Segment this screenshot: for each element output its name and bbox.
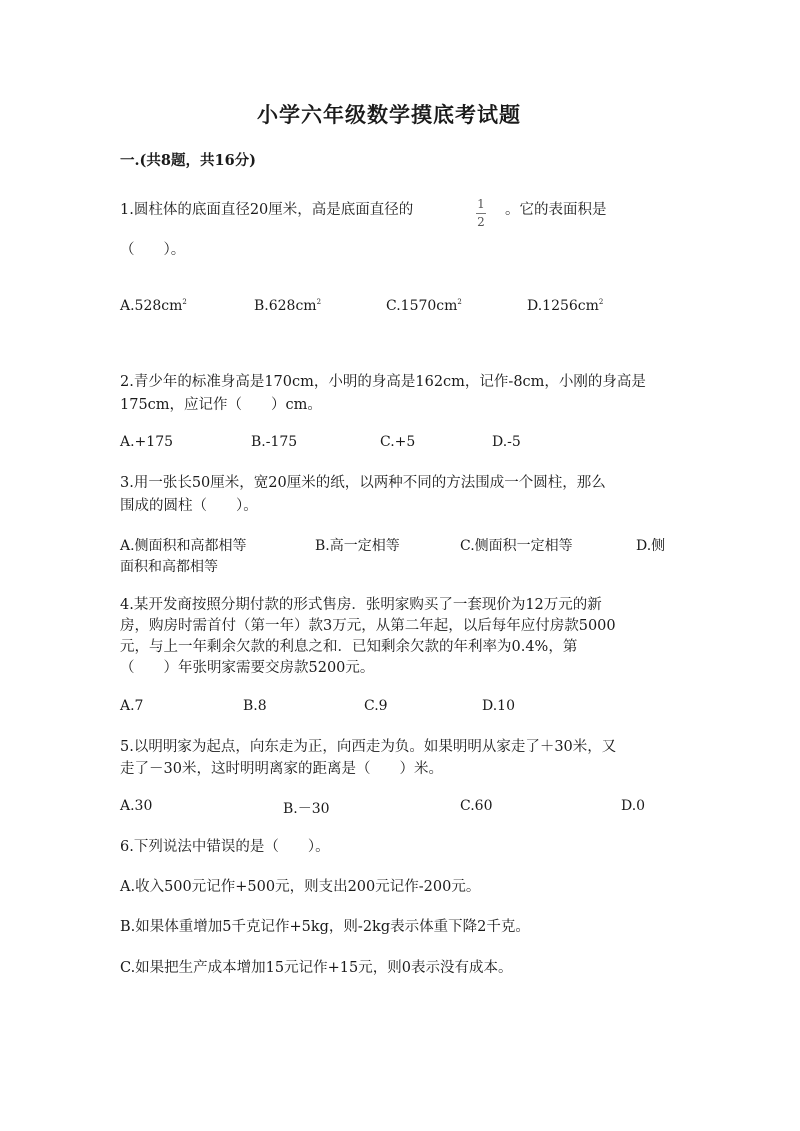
q6-stem: 6.下列说法中错误的是（ ）。 (120, 839, 330, 855)
q4-option-c[interactable]: C.9 (364, 698, 388, 714)
q6-option-b[interactable]: B.如果体重增加5千克记作+5kg，则-2kg表示体重下降2千克。 (120, 919, 530, 935)
q3-option-c[interactable]: C.侧面积一定相等 (460, 538, 573, 554)
q3-option-b[interactable]: B.高一定相等 (315, 538, 400, 554)
q1-option-b[interactable] (254, 298, 321, 314)
q1-fraction (476, 198, 486, 229)
q4-line3: 元，与上一年剩余欠款的利息之和．已知剩余欠款的年利率为0.4%，第 (120, 639, 578, 655)
q5-option-a[interactable]: A.30 (120, 798, 153, 814)
q3-option-a[interactable]: A.侧面积和高都相等 (120, 538, 247, 554)
q5-option-c[interactable]: C.60 (460, 798, 493, 814)
q2-line1: 2.青少年的标准身高是170cm，小明的身高是162cm，记作-8cm，小刚的身高是 (120, 374, 646, 390)
unit-superscript: 2 (457, 298, 462, 306)
q6-option-a[interactable]: A.收入500元记作+500元，则支出200元记作-200元。 (120, 879, 481, 895)
q2-option-b[interactable]: B.-175 (251, 434, 298, 450)
q3-option-d-continued: 面积和高都相等 (120, 559, 218, 575)
q3-line1: 3.用一张长50厘米，宽20厘米的纸，以两种不同的方法围成一个圆柱，那么 (120, 475, 606, 491)
q1-option-a[interactable] (120, 298, 187, 314)
q1-frac-numerator: 1 (477, 197, 485, 211)
q5-line2: 走了－30米，这时明明离家的距离是（ ）米。 (120, 761, 443, 777)
q4-line2: 房，购房时需首付（第一年）款3万元，从第二年起，以后每年应付房款5000 (120, 618, 616, 634)
q1-option-a-text: A.528cm (120, 298, 183, 314)
q1-option-d-text: D.1256cm (527, 298, 599, 314)
unit-superscript: 2 (316, 298, 322, 306)
q1-option-c[interactable] (386, 298, 462, 314)
q3-line2: 围成的圆柱（ ）。 (120, 498, 258, 514)
q1-stem-b: 。它的表面积是 (505, 202, 607, 218)
q2-line2: 175cm，应记作（ ）cm。 (120, 397, 322, 413)
q5-option-d[interactable]: D.0 (621, 798, 646, 814)
q5-line1: 5.以明明家为起点，向东走为正，向西走为负。如果明明从家走了＋30米，又 (120, 739, 617, 755)
q1-option-c-text: C.1570cm (386, 298, 458, 314)
section-heading: 一.(共8题，共16分) (120, 152, 257, 169)
q3-option-d[interactable]: D.侧 (636, 538, 666, 554)
q5-option-b[interactable]: B.－30 (283, 801, 330, 817)
q6-option-c[interactable]: C.如果把生产成本增加15元记作+15元，则0表示没有成本。 (120, 960, 513, 976)
q4-option-a[interactable]: A.7 (120, 698, 144, 714)
q4-line1: 4.某开发商按照分期付款的形式售房．张明家购买了一套现价为12万元的新 (120, 597, 602, 613)
q4-line4: （ ）年张明家需要交房款5200元。 (120, 660, 375, 676)
q4-option-d[interactable]: D.10 (482, 698, 515, 714)
q1-frac-denominator: 2 (477, 215, 485, 229)
q1-option-b-text: B.628cm (254, 298, 317, 314)
q1-option-d[interactable] (527, 298, 603, 314)
page-title: 小学六年级数学摸底考试题 (257, 102, 521, 127)
unit-superscript: 2 (182, 298, 187, 306)
q2-option-c[interactable]: C.+5 (380, 434, 416, 450)
q1-blank: （ ）。 (120, 242, 186, 258)
q2-option-a[interactable]: A.+175 (120, 434, 174, 450)
q4-option-b[interactable]: B.8 (243, 698, 267, 714)
q1-frac-bar (476, 213, 486, 214)
unit-superscript: 2 (598, 298, 604, 306)
q2-option-d[interactable]: D.-5 (492, 434, 521, 450)
q1-stem-a: 1.圆柱体的底面直径20厘米，高是底面直径的 (120, 202, 414, 218)
